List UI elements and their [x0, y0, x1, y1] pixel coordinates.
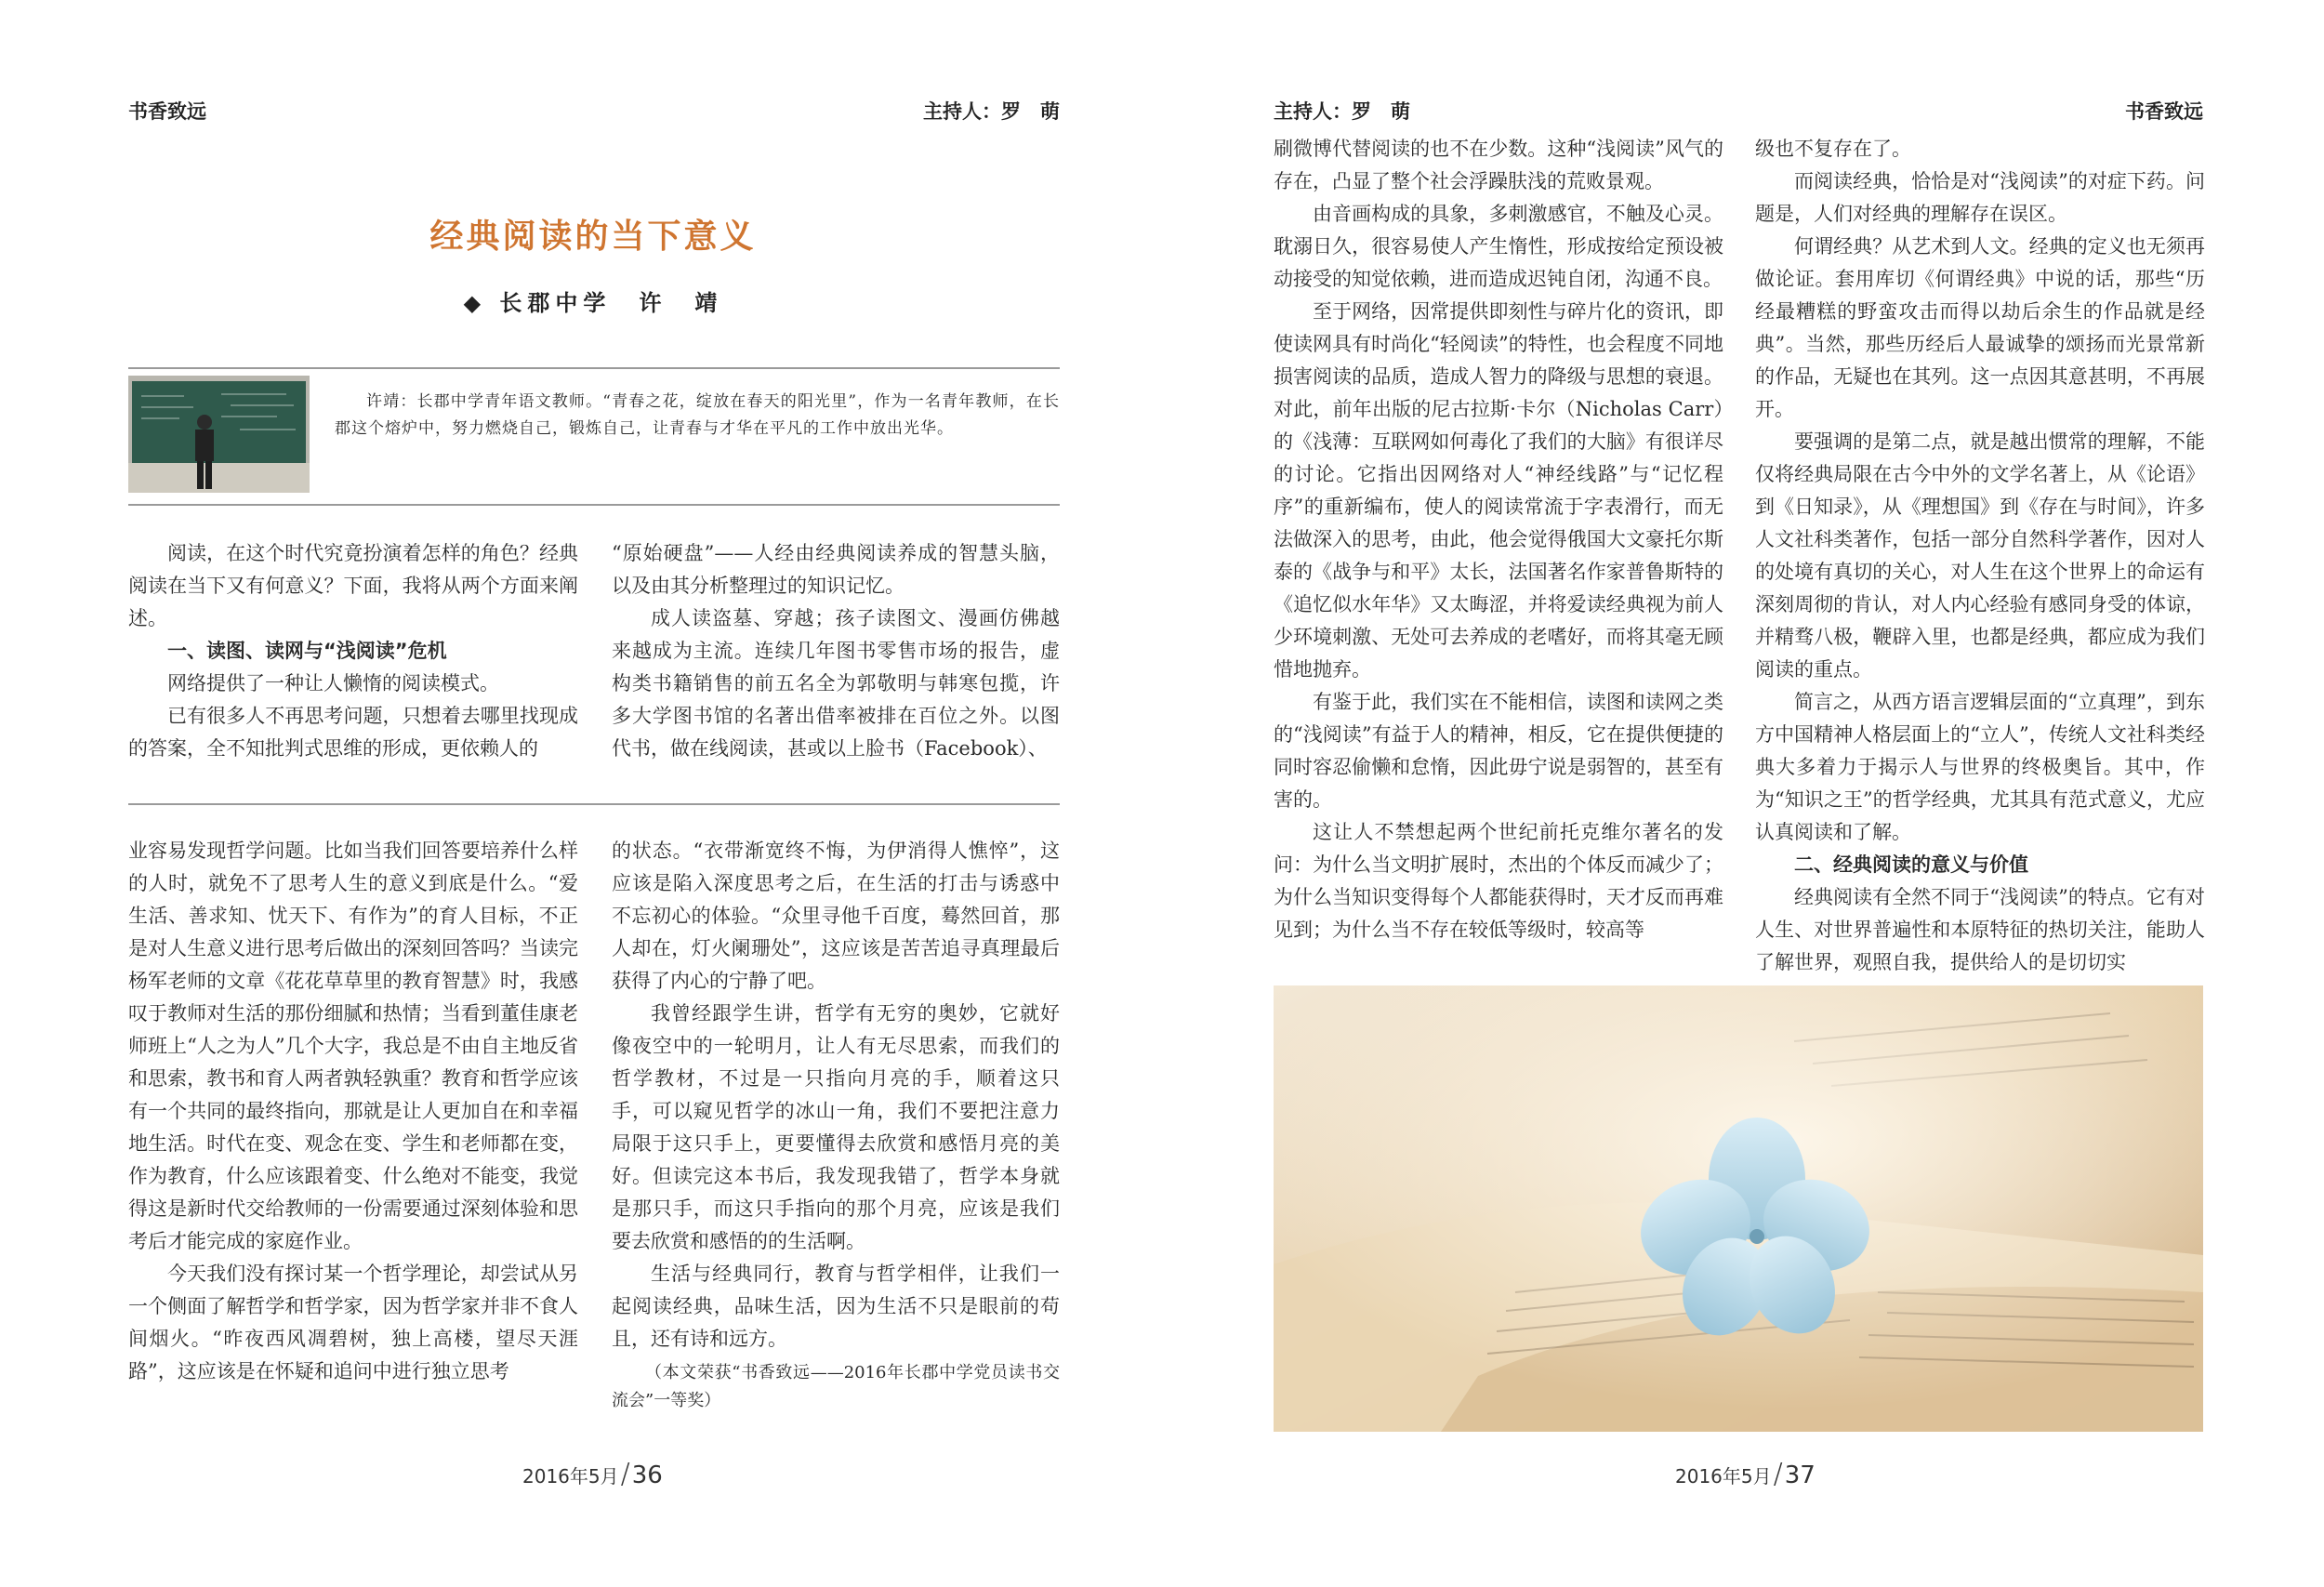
- paragraph: 这让人不禁想起两个世纪前托克维尔著名的发问：为什么当文明扩展时，杰出的个体反而减少了；为什么当知识变得每个人都能获得时，天才反而再难见到；为什么当不存在较低等级时，较高等: [1274, 821, 1723, 941]
- right-page: [1162, 0, 2324, 1587]
- paragraph: 成人读盗墓、穿越；孩子读图文、漫画仿佛越来越成为主流。连续几年图书零售市场的报告，虚构类书籍销售的前五名全为郭敬明与韩寒包揽，许多大学图书馆的名著出借率被排在百位之外。以图代书，做在线阅读，甚或以上脸书（Facebook）、: [612, 607, 1060, 760]
- page-number-value: 36: [631, 1461, 663, 1489]
- award-note: （本文荣获“书香致远——2016年长郡中学党员读书交流会”一等奖）: [612, 1363, 1060, 1410]
- author-photo: [128, 376, 310, 493]
- book-flower-image: [1274, 985, 2203, 1432]
- page-number-value: 37: [1784, 1461, 1816, 1489]
- paragraph: 业容易发现哲学问题。比如当我们回答要培养什么样的人时，就免不了思考人生的意义到底是什么。“爱生活、善求知、忧天下、有作为”的育人目标，不正是对人生意义进行思考后做出的深刻回答吗？当读完杨军老师的文章《花花草草里的教育智慧》时，我感叹于教师对生活的那份细腻和热情；当看到董佳康老师班上“人之为人”几个大字，我总是不由自主地反省和思索，教书和育人两者孰轻孰重？教育和哲学应该有一个共同的最终指向，那就是让人更加自在和幸福地生活。时代在变、观念在变、学生和老师都在变，作为教育，什么应该跟着变、什么绝对不能变，我觉得这是新时代交给教师的一份需要通过深刻体验和思考后才能完成的家庭作业。: [128, 840, 578, 1252]
- running-header-section: 书香致远: [128, 100, 206, 123]
- left-bottom-column-2: [612, 835, 1060, 1415]
- issue-date: 2016年5月: [522, 1465, 619, 1488]
- running-header-host: 主持人：罗 萌: [1274, 100, 1410, 123]
- paragraph: 我曾经跟学生讲，哲学有无穷的奥妙，它就好像夜空中的一轮明月，让人有无尽思索，而我们的哲学教材，不过是一只指向月亮的手，顺着这只手，可以窥见哲学的冰山一角，我们不要把注意力局限于这只手上，更要懂得去欣赏和感悟月亮的美好。但读完这本书后，我发现我错了，哲学本身就是那只手，而这只手指向的那个月亮，应该是我们要去欣赏和感悟的的生活啊。: [612, 1002, 1060, 1252]
- paragraph: 网络提供了一种让人懒惰的阅读模式。: [167, 672, 499, 694]
- right-column-1: [1274, 133, 1723, 946]
- page-number: [522, 1458, 663, 1490]
- paragraph: 经典阅读有全然不同于“浅阅读”的特点。它有对人生、对世界普遍性和本原特征的热切关注，能助人了解世界，观照自我，提供给人的是切切实: [1755, 886, 2205, 973]
- running-header-host: 主持人：罗 萌: [923, 100, 1060, 123]
- paragraph: 刷微博代替阅读的也不在少数。这种“浅阅读”风气的存在，凸显了整个社会浮躁肤浅的荒败景观。: [1274, 138, 1723, 192]
- section-heading: 一、读图、读网与“浅阅读”危机: [167, 640, 447, 662]
- left-bottom-column-1: [128, 835, 578, 1388]
- paragraph: 生活与经典同行，教育与哲学相伴，让我们一起阅读经典，品味生活，因为生活不只是眼前的苟且，还有诗和远方。: [612, 1263, 1060, 1350]
- bio-top-rule: [128, 367, 1060, 369]
- left-top-column-2: [612, 537, 1060, 765]
- section-divider-rule: [128, 803, 1060, 805]
- paragraph: 已有很多人不再思考问题，只想着去哪里找现成的答案，全不知批判式思维的形成，更依赖人的: [128, 705, 578, 760]
- author-bio: 许靖：长郡中学青年语文教师。“青春之花，绽放在春天的阳光里”，作为一名青年教师，在长郡这个熔炉中，努力燃烧自己，锻炼自己，让青春与才华在平凡的工作中放出光华。: [335, 392, 1060, 438]
- article-title: 经典阅读的当下意义: [429, 217, 757, 256]
- paragraph: 而阅读经典，恰恰是对“浅阅读”的对症下药。问题是，人们对经典的理解存在误区。: [1755, 170, 2205, 225]
- issue-date: 2016年5月: [1675, 1465, 1772, 1488]
- paragraph: 何谓经典？从艺术到人文。经典的定义也无须再做论证。套用库切《何谓经典》中说的话，那些“历经最糟糕的野蛮攻击而得以劫后余生的作品就是经典”。当然，那些历经后人最诚挚的颂扬而光景常新的作品，无疑也在其列。这一点因其意甚明，不再展开。: [1755, 235, 2205, 420]
- paragraph: 有鉴于此，我们实在不能相信，读图和读网之类的“浅阅读”有益于人的精神，相反，它在提供便捷的同时容忍偷懒和怠惰，因此毋宁说是弱智的，甚至有害的。: [1274, 691, 1723, 811]
- paragraph: 级也不复存在了。: [1755, 138, 1911, 160]
- paragraph: 的状态。“衣带渐宽终不悔，为伊消得人憔悴”，这应该是陷入深度思考之后，在生活的打击与诱惑中不忘初心的体验。“众里寻他千百度，蓦然回首，那人却在，灯火阑珊处”，这应该是苦苦追寻真理最后获得了内心的宁静了吧。: [612, 840, 1060, 992]
- paragraph: 由音画构成的具象，多刺激感官，不触及心灵。耽溺日久，很容易使人产生惰性，形成按给定预设被动接受的知觉依赖，进而造成迟钝自闭，沟通不良。: [1274, 203, 1723, 290]
- right-column-2: [1755, 133, 2205, 979]
- page-number: [1675, 1458, 1816, 1490]
- paragraph: “原始硬盘”——人经由经典阅读养成的智慧头脑，以及由其分析整理过的知识记忆。: [612, 542, 1060, 597]
- paragraph: 阅读，在这个时代究竟扮演着怎样的角色？经典阅读在当下又有何意义？下面，我将从两个方面来阐述。: [128, 542, 578, 629]
- paragraph: 今天我们没有探讨某一个哲学理论，却尝试从另一个侧面了解哲学和哲学家，因为哲学家并非不食人间烟火。“昨夜西风凋碧树，独上高楼，望尽天涯路”，这应该是在怀疑和追问中进行独立思考: [128, 1263, 578, 1382]
- paragraph: 简言之，从西方语言逻辑层面的“立真理”，到东方中国精神人格层面上的“立人”，传统人文社科类经典大多着力于揭示人与世界的终极奥旨。其中，作为“知识之王”的哲学经典，尤其具有范式意义，尤应认真阅读和了解。: [1755, 691, 2205, 843]
- section-heading: 二、经典阅读的意义与价值: [1794, 853, 2028, 876]
- folio-slash: /: [620, 1458, 630, 1490]
- author-photo-image: [128, 376, 310, 493]
- folio-slash: /: [1773, 1458, 1783, 1490]
- left-top-column-1: [128, 537, 578, 765]
- bio-bottom-rule: [128, 504, 1060, 506]
- paragraph: 要强调的是第二点，就是越出惯常的理解，不能仅将经典局限在古今中外的文学名著上，从《论语》到《日知录》，从《理想国》到《存在与时间》，许多人文社科类著作，包括一部分自然科学著作，因对人的处境有真切的关心，对人生在这个世界上的命运有深刻周彻的肯认，对人内心经验有感同身受的体谅，并精骛八极，鞭辟入里，也都是经典，都应成为我们阅读的重点。: [1755, 430, 2205, 681]
- running-header-section: 书香致远: [2125, 100, 2203, 123]
- article-byline: ◆ 长郡中学 许 靖: [463, 289, 723, 316]
- book-flower-photo: [1274, 985, 2203, 1432]
- paragraph: 至于网络，因常提供即刻性与碎片化的资讯，即使读网具有时尚化“轻阅读”的特性，也会程度不同地损害阅读的品质，造成人智力的降级与思想的衰退。对此，前年出版的尼古拉斯·卡尔（Nicholas Carr）的《浅薄：互联网如何毒化了我们的大脑》有很详尽的讨论。它指出因网络对人“神经线路”与“记忆程序”的重新编布，使人的阅读常流于字表滑行，而无法做深入的思考，由此，他会觉得俄国大文豪托尔斯泰的《战争与和平》太长，法国著名作家普鲁斯特的《追忆似水年华》又太晦涩，并将爱读经典视为前人少环境刺激、无处可去养成的老嗜好，而将其毫无顾惜地抛弃。: [1274, 300, 1723, 681]
